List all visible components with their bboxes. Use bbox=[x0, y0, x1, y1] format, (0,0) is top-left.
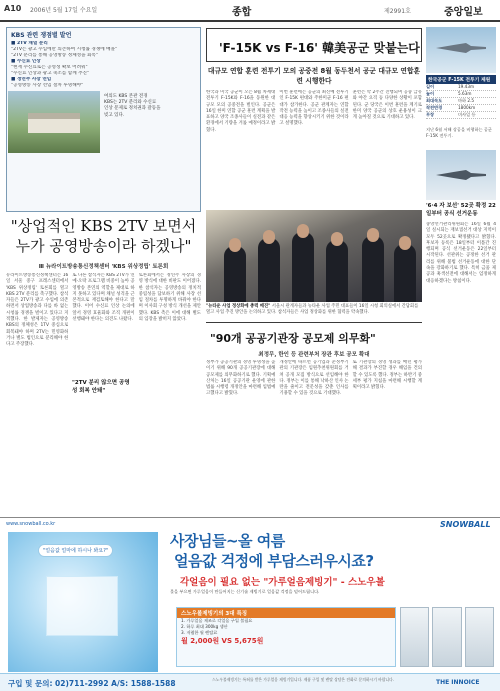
spec-rows bbox=[426, 84, 496, 119]
building-shape bbox=[28, 113, 80, 133]
jet-icon bbox=[436, 170, 486, 180]
person-head bbox=[229, 238, 241, 252]
ad-body-text: 물을 부으면 가루얼음이 만들어지는 신기술 제빙기로 얼음값 걱정을 덜어드립니다. bbox=[170, 589, 320, 594]
product-image bbox=[465, 607, 494, 667]
public-agency-headline: "90개 공공기관장 공모제 의무화" bbox=[210, 332, 376, 345]
kbs-box-line: "수신료 인상과 광고 축소를 함께 추진" bbox=[11, 71, 90, 76]
article-column: 한국과 미국 공군이 오는 8월 차세대 전투기 F-15K와 F-16을 동원한 대규모 모의 공중전을 벌인다. 공군은 16일 한미 연합 공군 훈련 계획을 발표하고 양국 조종사들이 실전과 같은 환경에서 기량을 겨룰 예정이라고 밝혔다. bbox=[206, 90, 276, 133]
spec-value: 5.63m bbox=[458, 91, 472, 96]
jet-headline-box bbox=[206, 28, 422, 62]
kbs-side-line: 여의도 KBS 본관 전경 bbox=[104, 94, 148, 99]
ad-price: 월 2,000원 VS 5,675원 bbox=[181, 637, 264, 645]
person-head bbox=[331, 232, 343, 246]
ad-brand-logo: SNOWBALL bbox=[440, 520, 491, 529]
election-headline: '6·4 자 보선' 52곳 확정 22일부터 공식 선거운동 bbox=[426, 203, 496, 217]
ice-image bbox=[8, 532, 158, 672]
feature-line: 1. 가루얼음 제조로 각얼음 구입 불필요 bbox=[181, 618, 253, 623]
ad-footer-text: 스노우볼제빙기는 특허를 받은 가루얼음 제빙기입니다. 제품 구입 및 렌탈 상담은 전화로 문의하시기 바랍니다. bbox=[212, 677, 394, 682]
meeting-photo bbox=[206, 210, 422, 302]
kbs-building-photo bbox=[8, 91, 100, 153]
feature-line: 3. 저렴한 월 렌탈료 bbox=[181, 630, 218, 635]
issue-date: 2006년 5월 17일 수요일 bbox=[30, 7, 98, 14]
person-figure bbox=[292, 232, 314, 302]
article-column: 정부가 공공기관의 경영 투명성을 높이기 위해 90개 공공기관장에 대해 공모제를 의무화하기로 했다. 기획예산처는 16일 공공기관 운영에 관한 법률 시행령 개정안을 마련해 입법예고했다고 밝혔다. bbox=[206, 360, 276, 397]
jet-spec-table bbox=[426, 75, 496, 119]
spec-row bbox=[426, 98, 496, 105]
article-column: 뉴라이트방송통신정책센터는 16일 서울 중구 프레스센터에서 'KBS 위상정립' 토론회를 열고 KBS 2TV 분리를 촉구했다. 참석자들은 2TV가 광고 수입에 의존하면서 상업방송과 다를 바 없는 시청률 경쟁을 벌이고 있다고 지적했다. 한 발제자는 공영방송 KBS의 정체성은 1TV 중심으로 회복돼야 하며 2TV는 민영화하거나 별도 법인으로 분리해야 한다고 주장했다. bbox=[6, 273, 69, 348]
caption-text: 서울시 관계자들과 뉴타운 사업 주민 대표들이 16일 시청 회의실에서 간담회를 열고 사업 추진 방안을 논의하고 있다. 참석자들은 사업 정상화를 위한 협력을 약속했다. bbox=[206, 304, 419, 315]
ad-phone[interactable]: 구입 및 문의: 02)711-2992 A/S: 1588-1588 bbox=[8, 679, 176, 688]
meeting-photo-caption bbox=[206, 304, 422, 316]
kbs-box-line: "공영방송 사장 선임 절차 투명해야" bbox=[11, 83, 84, 88]
person-figure bbox=[326, 240, 348, 302]
person-figure bbox=[394, 244, 416, 302]
kbs-box-line: ■ 수신료 인상 bbox=[11, 59, 41, 64]
person-head bbox=[399, 236, 411, 250]
spec-key: 작전반경 bbox=[426, 105, 443, 110]
jet-article-body bbox=[206, 90, 422, 208]
spec-value: 19.43m bbox=[458, 84, 475, 89]
newspaper-logo: 중앙일보 bbox=[444, 7, 483, 18]
divider bbox=[206, 322, 422, 323]
spec-value: 1800km bbox=[458, 105, 476, 110]
kbs-photo-caption bbox=[104, 94, 192, 119]
spec-key: 무장 bbox=[426, 112, 435, 117]
article-column: 개정안에 따르면 공기업과 준정부기관의 기관장은 임원추천위원회를 거쳐 공개 모집 방식으로 선임해야 한다. 정부는 이를 통해 낙하산 인사 논란을 줄이고 전문성을 갖춘 인사를 기용할 수 있을 것으로 기대했다. bbox=[279, 360, 349, 397]
election-article: 중앙선거관리위원회는 16일 6월 4일 실시되는 재보궐선거 대상 지역이 모두 52곳으로 확정됐다고 밝혔다. 후보자 등록은 18일부터 이틀간 진행되며 공식 선거운동은 22일부터 시작된다. 선관위는 공정한 선거 관리를 위해 불법 선거운동에 대한 단속을 강화하기로 했다. 특히 금품 제공과 흑색선전에 대해서는 엄정하게 대응하겠다는 방침이다. bbox=[426, 222, 496, 284]
issue-number: 제2991호 bbox=[384, 8, 411, 15]
spec-title: 한국공군 F-15K 전투기 제원 bbox=[426, 75, 496, 84]
person-figure bbox=[224, 246, 246, 302]
jet-photo-caption: 지난 6월 서해 상공을 비행하는 공군 F-15K 전투기. bbox=[426, 127, 492, 138]
public-agency-body bbox=[206, 360, 422, 510]
spec-key: 높이 bbox=[426, 91, 435, 96]
product-image bbox=[400, 607, 429, 667]
jet-photo-bottom bbox=[426, 150, 496, 200]
feature-table-title: 스노우볼제빙기의 3대 특징 bbox=[177, 608, 395, 618]
kbs-quote-subhead: Ⅲ 뉴라이트방송통신정책센터 'KBS 위상정립' 토론회 bbox=[38, 264, 169, 270]
public-agency-subhead: 최정무, 한인 등 관련부처 장관 후보 공모 확대 bbox=[258, 352, 370, 358]
ice-block-icon bbox=[46, 576, 118, 636]
masthead bbox=[0, 0, 500, 22]
article-column: 또 다른 참석자는 KBS 2TV가 연예·오락 프로그램 비중이 높아 공영방송 본연의 역할을 제대로 하지 못하고 있다며 채널 성격을 근본적으로 재검토해야 한다고 말했다. 이어 수신료 인상 논의에 앞서 경영 효율화와 조직 개편이 선행돼야 한다는 의견도 나왔다. bbox=[72, 273, 135, 323]
ad-url[interactable]: www.snowball.co.kr bbox=[6, 521, 56, 527]
spec-key: 최대속도 bbox=[426, 98, 443, 103]
jet-photo-top bbox=[426, 27, 496, 73]
kbs-box-line: ■ 2TV 채널 분리 bbox=[11, 41, 48, 46]
spec-row bbox=[426, 84, 496, 91]
ad-footer bbox=[0, 673, 500, 691]
ad-company-logo: THE INNOICE bbox=[436, 679, 480, 686]
kbs-inset-head: "2TV 분리 않으면 공영성 회복 안돼" bbox=[70, 378, 134, 396]
speech-bubble: "얼음값 얼마에 하시나 봐요?" bbox=[38, 544, 113, 557]
spec-value: 마하 2.5 bbox=[458, 98, 475, 103]
ad-headline-2: 얼음값 걱정에 부담스러우시죠? bbox=[174, 552, 374, 570]
page-number: A10 bbox=[4, 4, 22, 13]
kbs-side-line: 빚고 있다. bbox=[104, 112, 125, 118]
kbs-box-line: "2TV는 광고 수입에만 의존하여 시청률 경쟁에 매몰" bbox=[11, 47, 118, 52]
ad-headline-3: 각얼음이 필요 없는 "가루얼음제빙기" - 스노우볼 bbox=[180, 577, 385, 588]
kbs-box-line: "현재 수신료로는 공영성 확보 어려워" bbox=[11, 65, 88, 70]
jet-icon bbox=[436, 43, 486, 53]
ad-headline-1: 사장님들~올 여름 bbox=[170, 532, 285, 550]
article-column: 훈련은 약 2주간 진행되며 공중 급유와 야간 요격 등 다양한 상황이 포함된다. 군 당국은 이번 훈련을 계기로 한미 양국 공군의 상호 운용성이 크게 높아질 것으로 기대하고 있다. bbox=[352, 90, 422, 121]
product-images bbox=[400, 607, 494, 667]
snowball-advertisement bbox=[0, 517, 500, 691]
jet-headline: 'F-15K vs F-16' 韓美공군 맞붙는다 bbox=[219, 41, 420, 55]
person-head bbox=[263, 230, 275, 244]
article-column: 이번 훈련에는 공군의 최신예 전투기인 F-15K 편대와 주한미군 F-16 편대가 참가한다. 공군 관계자는 연합 작전 능력을 높이고 조종사들의 실전 대응 능력을 향상시키기 위한 것이라고 설명했다. bbox=[279, 90, 349, 127]
kbs-quote-headline: "상업적인 KBS 2TV 보면서 누가 공영방송이라 하겠나" bbox=[10, 217, 197, 255]
jet-subhead: 대규모 연합 훈련 전투기 모의 공중전 8월 동두천서 공군 대규모 연합훈련 시행한다 bbox=[207, 67, 421, 85]
ad-feature-table bbox=[176, 607, 396, 667]
caption-bold: "뉴타운 사업 정상화에 총력 매진" bbox=[206, 304, 271, 309]
kbs-box-title: KBS 관련 쟁점별 발언 bbox=[11, 32, 72, 39]
feature-line: 2. 하루 최대 300kg 생산 bbox=[181, 624, 228, 629]
spec-value: 미사일 등 bbox=[458, 112, 476, 117]
kbs-box-line: ■ 정연주 사장 연임 bbox=[11, 77, 52, 82]
spec-row bbox=[426, 112, 496, 119]
kbs-side-line: KBS는 2TV 분리와 수신료 bbox=[104, 100, 157, 106]
spec-row bbox=[426, 105, 496, 112]
feature-lines bbox=[177, 618, 395, 636]
product-image bbox=[432, 607, 461, 667]
article-column: 또 기관장의 경영 성과를 매년 평가해 결과가 부진할 경우 해임을 건의할 수 있도록 했다. 정부는 하반기 중 세부 평가 지침을 마련해 시행할 계획이라고 밝혔다. bbox=[352, 360, 422, 391]
person-figure bbox=[258, 238, 280, 302]
person-head bbox=[367, 228, 379, 242]
spec-row bbox=[426, 91, 496, 98]
person-figure bbox=[362, 236, 384, 302]
kbs-side-line: 인상 문제로 정치권과 갈등을 bbox=[104, 106, 161, 112]
person-head bbox=[297, 224, 309, 238]
article-column: 토론회에서는 정연주 사장의 경영 방식에 대한 비판도 이어졌다. 한 참석자는 공영방송의 정치적 중립성을 담보하기 위해 사장 선임 절차를 투명하게 바꿔야 한다며 이사회 구성 방식 개선을 제안했다. KBS 측은 이에 대해 별도의 입장을 밝히지 않았다. bbox=[138, 273, 201, 323]
kbs-box-line: "2TV 분리를 통해 공영방송 정체성을 회복" bbox=[11, 53, 98, 58]
spec-key: 길이 bbox=[426, 84, 435, 89]
section-title: 종합 bbox=[232, 7, 252, 18]
kbs-box-lines bbox=[7, 41, 200, 89]
